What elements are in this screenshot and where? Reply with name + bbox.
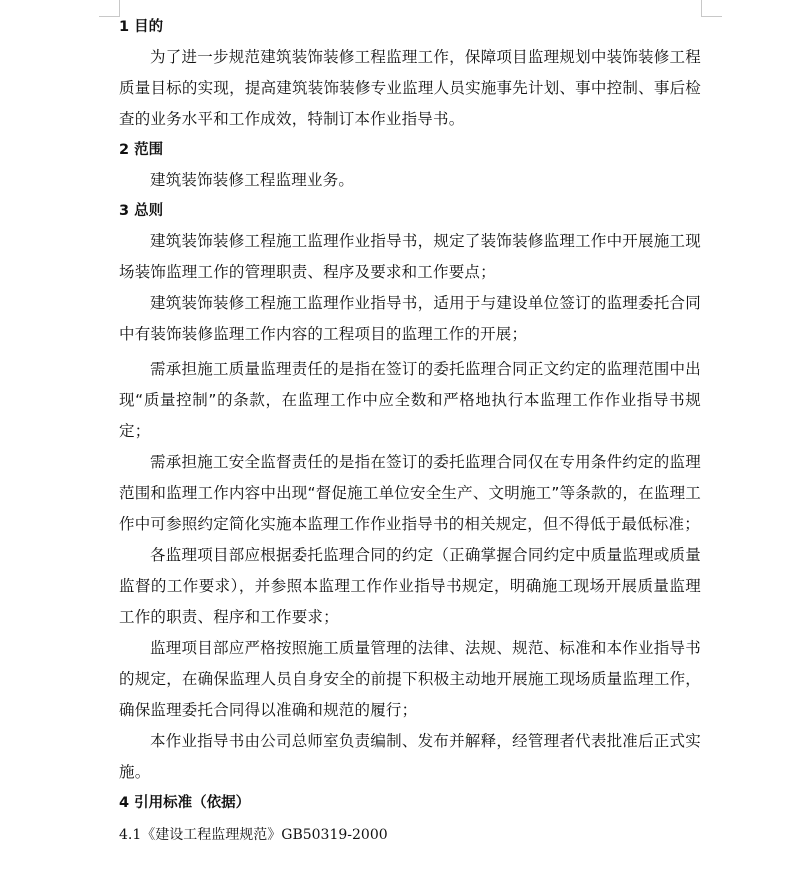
section-heading-references: 4 引用标准（依据） bbox=[119, 795, 251, 811]
paragraph: 建筑装饰装修工程施工监理作业指导书，适用于与建设单位签订的监理委托合同中有装饰装修监理工作内容的工程项目的监理工作的开展； bbox=[119, 294, 701, 343]
reference-item: 4.1《建设工程监理规范》GB50319-2000 bbox=[119, 827, 388, 843]
paragraph: 建筑装饰装修工程监理业务。 bbox=[150, 171, 355, 189]
margin-corner-mark-left bbox=[99, 0, 120, 17]
section-heading-scope: 2 范围 bbox=[119, 142, 164, 158]
section-heading-general: 3 总则 bbox=[119, 203, 164, 219]
paragraph: 需承担施工安全监督责任的是指在签订的委托监理合同仅在专用条件约定的监理范围和监理工作内容中出现“督促施工单位安全生产、文明施工”等条款的，在监理工作中可参照约定简化实施本监理工作作业指导书的相关规定，但不得低于最低标准； bbox=[119, 453, 701, 533]
paragraph: 各监理项目部应根据委托监理合同的约定（正确掌握合同约定中质量监理或质量监督的工作要求），并参照本监理工作作业指导书规定，明确施工现场开展质量监理工作的职责、程序和工作要求； bbox=[119, 546, 701, 626]
paragraph: 本作业指导书由公司总师室负责编制、发布并解释，经管理者代表批准后正式实施。 bbox=[119, 732, 701, 781]
paragraph: 为了进一步规范建筑装饰装修工程监理工作，保障项目监理规划中装饰装修工程质量目标的实现，提高建筑装饰装修专业监理人员实施事先计划、事中控制、事后检查的业务水平和工作成效，特制订本作业指导书。 bbox=[119, 48, 701, 128]
paragraph: 需承担施工质量监理责任的是指在签订的委托监理合同正文约定的监理范围中出现“质量控制”的条款，在监理工作中应全数和严格地执行本监理工作作业指导书规定； bbox=[119, 360, 701, 440]
paragraph: 监理项目部应严格按照施工质量管理的法律、法规、规范、标准和本作业指导书的规定，在确保监理人员自身安全的前提下积极主动地开展施工现场质量监理工作，确保监理委托合同得以准确和规范的履行； bbox=[119, 639, 701, 719]
section-heading-purpose: 1 目的 bbox=[119, 19, 164, 35]
paragraph: 建筑装饰装修工程施工监理作业指导书，规定了装饰装修监理工作中开展施工现场装饰监理工作的管理职责、程序及要求和工作要点； bbox=[119, 232, 701, 281]
margin-corner-mark-right bbox=[701, 0, 722, 17]
document-body bbox=[119, 12, 701, 850]
